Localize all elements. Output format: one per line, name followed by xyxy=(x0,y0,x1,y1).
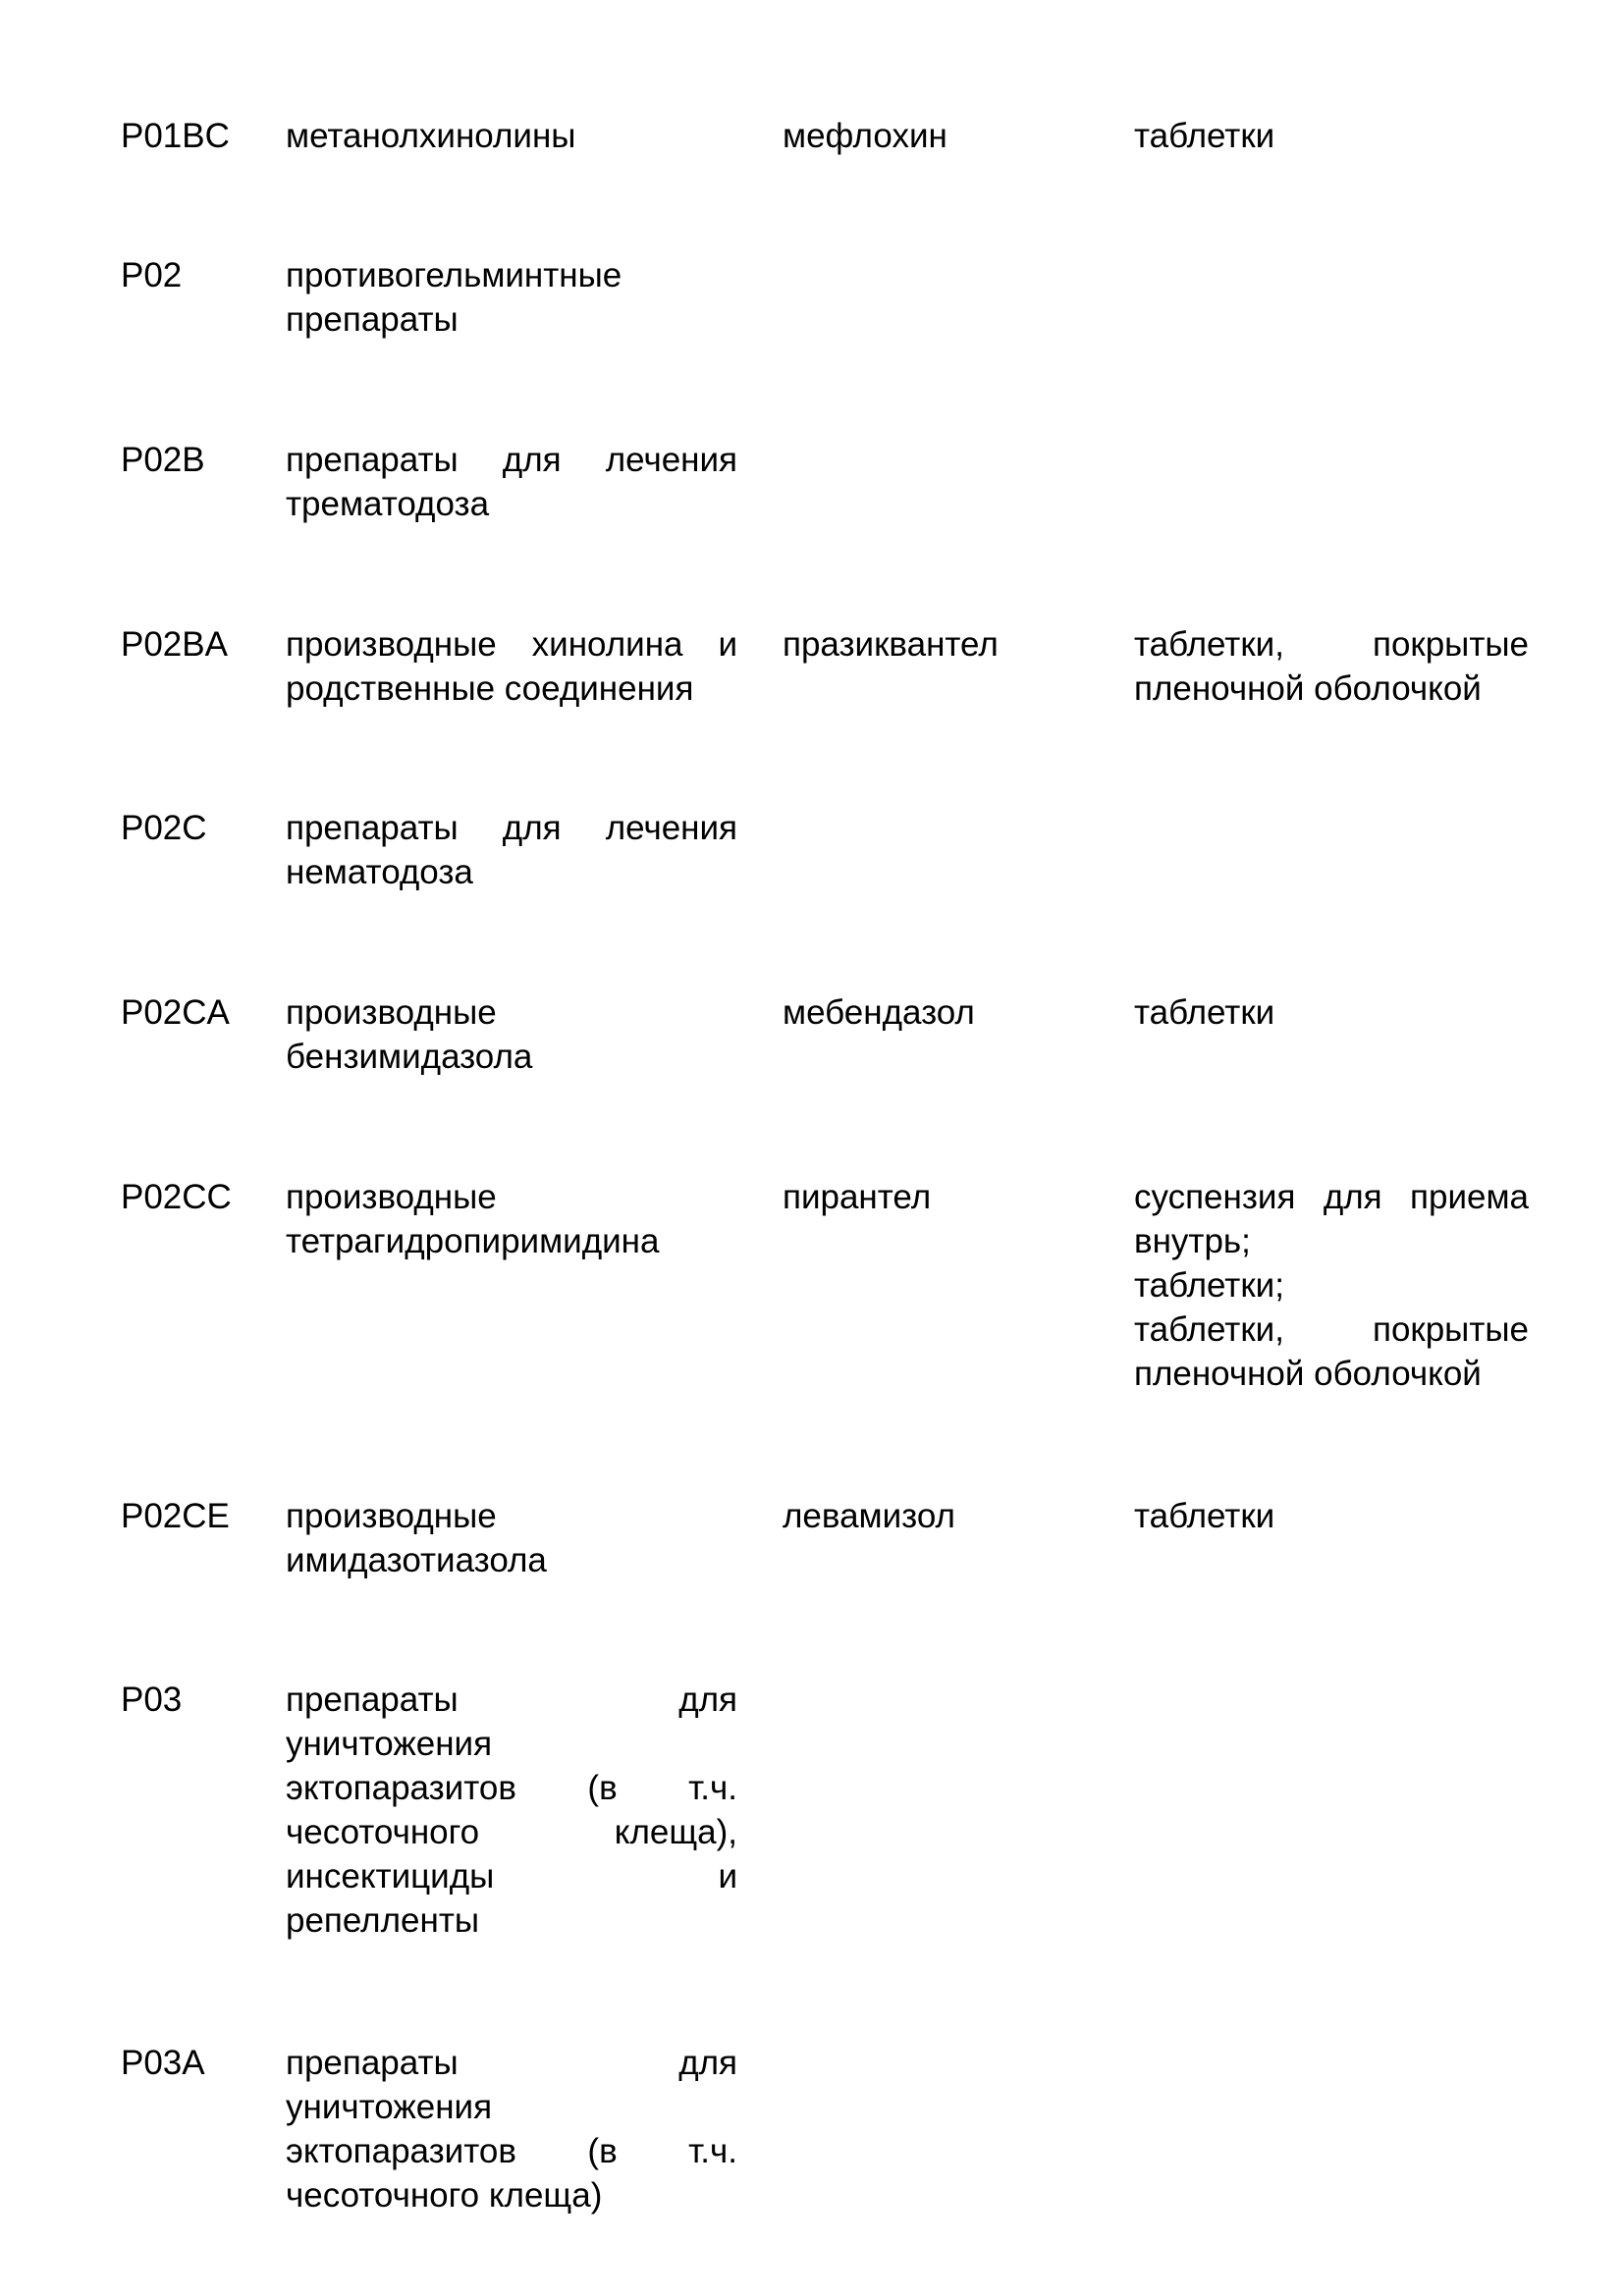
form-line: таблетки, покрытые xyxy=(1134,1310,1529,1349)
group-line: нематодоза xyxy=(286,853,473,891)
atc-code: P02CC xyxy=(121,1178,232,1216)
group-name xyxy=(286,806,737,894)
drug-name: празиквантел xyxy=(783,625,999,664)
dosage-form xyxy=(1134,622,1529,711)
group-line: производные xyxy=(286,993,497,1032)
atc-code: P03 xyxy=(121,1681,183,1719)
group-line: трематодоза xyxy=(286,485,490,523)
group-name xyxy=(286,1175,737,1263)
drug-name: мефлохин xyxy=(783,117,947,155)
group-line: производные xyxy=(286,1497,497,1535)
group-line: противогельминтные xyxy=(286,256,622,294)
group-line: эктопаразитов (в т.ч. xyxy=(286,1769,737,1807)
form-line: таблетки xyxy=(1134,993,1275,1032)
group-line: уничтожения xyxy=(286,1725,493,1763)
group-line: чесоточного клеща), xyxy=(286,1813,737,1851)
group-line: метанолхинолины xyxy=(286,117,576,155)
group-line: уничтожения xyxy=(286,2088,493,2126)
atc-code: P03A xyxy=(121,2044,205,2082)
dosage-form xyxy=(1134,1494,1529,1538)
group-name xyxy=(286,2041,737,2217)
group-line: имидазотиазола xyxy=(286,1541,547,1579)
group-line: препараты для лечения xyxy=(286,809,737,847)
drug-name: левамизол xyxy=(783,1497,955,1535)
form-line: таблетки xyxy=(1134,1497,1275,1535)
group-line: тетрагидропиримидина xyxy=(286,1222,660,1260)
group-name xyxy=(286,253,737,342)
group-name xyxy=(286,1494,737,1582)
drug-name: пирантел xyxy=(783,1178,932,1216)
group-line: препараты для xyxy=(286,2044,737,2082)
form-line: пленочной оболочкой xyxy=(1134,669,1482,708)
group-line: эктопаразитов (в т.ч. xyxy=(286,2132,737,2170)
group-line: производные хинолина и xyxy=(286,625,737,664)
dosage-form xyxy=(1134,114,1529,158)
form-line: суспензия для приема xyxy=(1134,1178,1529,1216)
atc-code: P02CE xyxy=(121,1497,230,1535)
group-name xyxy=(286,990,737,1079)
group-name xyxy=(286,438,737,526)
dosage-form xyxy=(1134,990,1529,1035)
atc-code: P01BC xyxy=(121,117,230,155)
group-line: производные xyxy=(286,1178,497,1216)
group-line: чесоточного клеща) xyxy=(286,2176,603,2215)
form-line: таблетки xyxy=(1134,117,1275,155)
group-line: инсектициды и xyxy=(286,1857,737,1896)
form-line: таблетки, покрытые xyxy=(1134,625,1529,664)
dosage-form xyxy=(1134,1175,1529,1396)
group-name xyxy=(286,1678,737,1943)
group-line: препараты для xyxy=(286,1681,737,1719)
form-line: внутрь; xyxy=(1134,1222,1251,1260)
group-line: препараты xyxy=(286,300,459,339)
group-line: родственные соединения xyxy=(286,669,694,708)
form-line: пленочной оболочкой xyxy=(1134,1355,1482,1393)
atc-code: P02CA xyxy=(121,993,230,1032)
atc-code: P02B xyxy=(121,441,205,479)
group-name xyxy=(286,622,737,711)
group-line: бензимидазола xyxy=(286,1038,533,1076)
group-line: препараты для лечения xyxy=(286,441,737,479)
drug-name: мебендазол xyxy=(783,993,975,1032)
group-line: репелленты xyxy=(286,1901,480,1940)
form-line: таблетки; xyxy=(1134,1266,1284,1305)
atc-code: P02BA xyxy=(121,625,228,664)
group-name xyxy=(286,114,737,158)
atc-code: P02C xyxy=(121,809,207,847)
atc-code: P02 xyxy=(121,256,183,294)
